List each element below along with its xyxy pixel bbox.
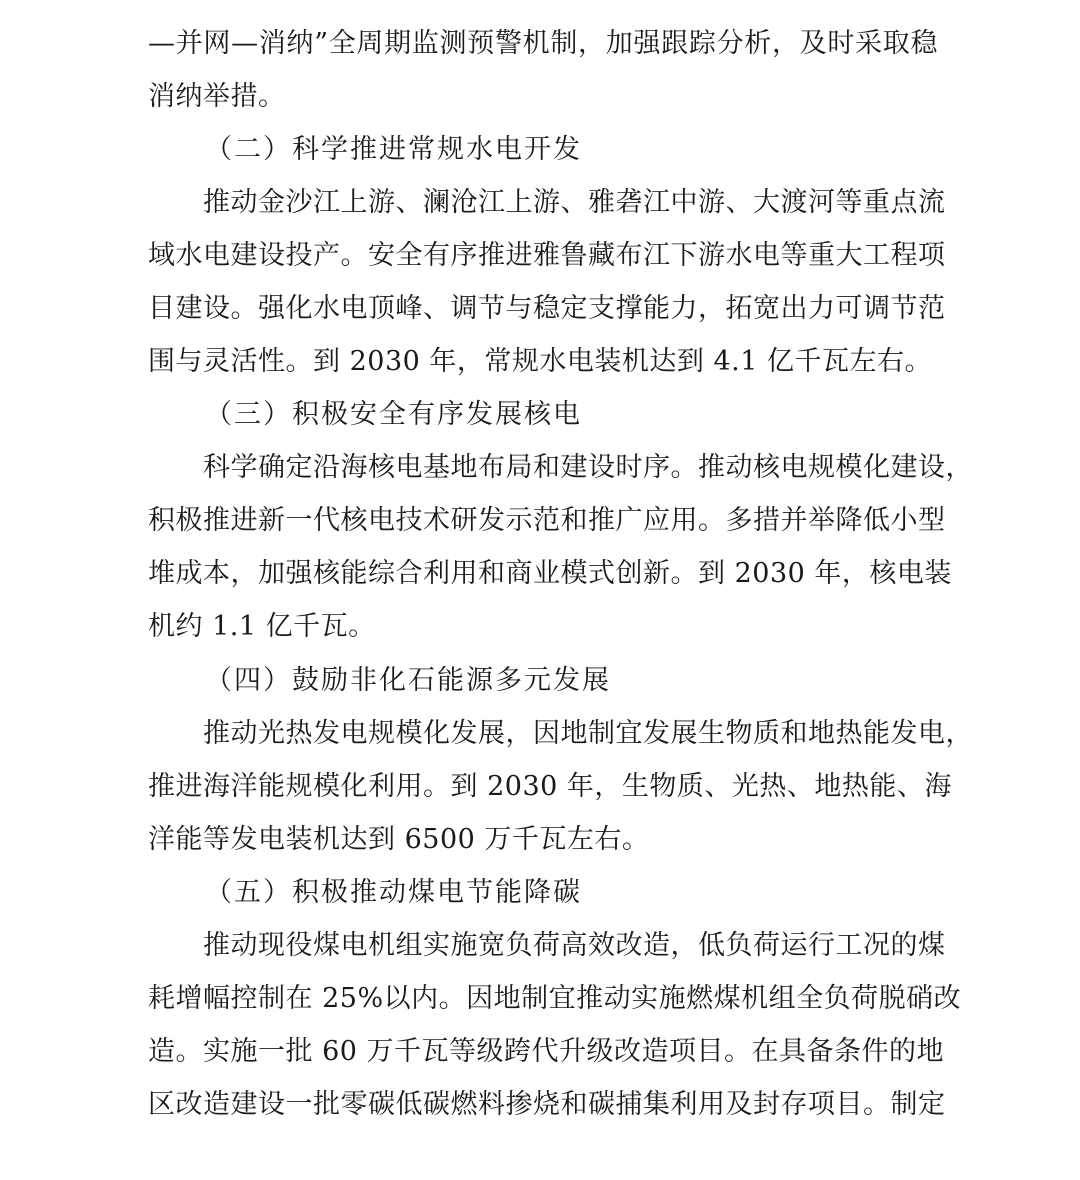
section-heading-2: （二）科学推进常规水电开发 xyxy=(205,134,582,165)
paragraph-line: 科学确定沿海核电基地布局和建设时序。推动核电规模化建设， xyxy=(203,452,973,483)
paragraph-line: 洋能等发电装机达到 6500 万千瓦左右。 xyxy=(148,824,650,855)
section-heading-4: （四）鼓励非化石能源多元发展 xyxy=(205,665,611,696)
paragraph-line: 区改造建设一批零碳低碳燃料掺烧和碳捕集利用及封存项目。制定 xyxy=(148,1089,946,1120)
paragraph-line: —并网—消纳”全周期监测预警机制，加强跟踪分析，及时采取稳 xyxy=(148,28,938,59)
paragraph-line: 机约 1.1 亿千瓦。 xyxy=(148,611,376,642)
paragraph-line: 域水电建设投产。安全有序推进雅鲁藏布江下游水电等重大工程项 xyxy=(148,240,946,271)
paragraph-line: 积极推进新一代核电技术研发示范和推广应用。多措并举降低小型 xyxy=(148,505,946,536)
paragraph-line: 推动现役煤电机组实施宽负荷高效改造，低负荷运行工况的煤 xyxy=(203,930,946,961)
paragraph-line: 堆成本，加强核能综合利用和商业模式创新。到 2030 年，核电装 xyxy=(148,558,952,589)
paragraph-line: 消纳举措。 xyxy=(148,81,286,112)
section-heading-5: （五）积极推动煤电节能降碳 xyxy=(205,877,582,908)
paragraph-line: 围与灵活性。到 2030 年，常规水电装机达到 4.1 亿千瓦左右。 xyxy=(148,346,932,377)
paragraph-line: 推动金沙江上游、澜沧江上游、雅砻江中游、大渡河等重点流 xyxy=(203,187,946,218)
paragraph-line: 耗增幅控制在 25%以内。因地制宜推动实施燃煤机组全负荷脱硝改 xyxy=(148,983,962,1014)
paragraph-line: 推动光热发电规模化发展，因地制宜发展生物质和地热能发电， xyxy=(203,718,973,749)
paragraph-line: 推进海洋能规模化利用。到 2030 年，生物质、光热、地热能、海 xyxy=(148,771,952,802)
paragraph-line: 目建设。强化水电顶峰、调节与稳定支撑能力，拓宽出力可调节范 xyxy=(148,293,946,324)
section-heading-3: （三）积极安全有序发展核电 xyxy=(205,399,582,430)
paragraph-line: 造。实施一批 60 万千瓦等级跨代升级改造项目。在具备条件的地 xyxy=(148,1036,945,1067)
